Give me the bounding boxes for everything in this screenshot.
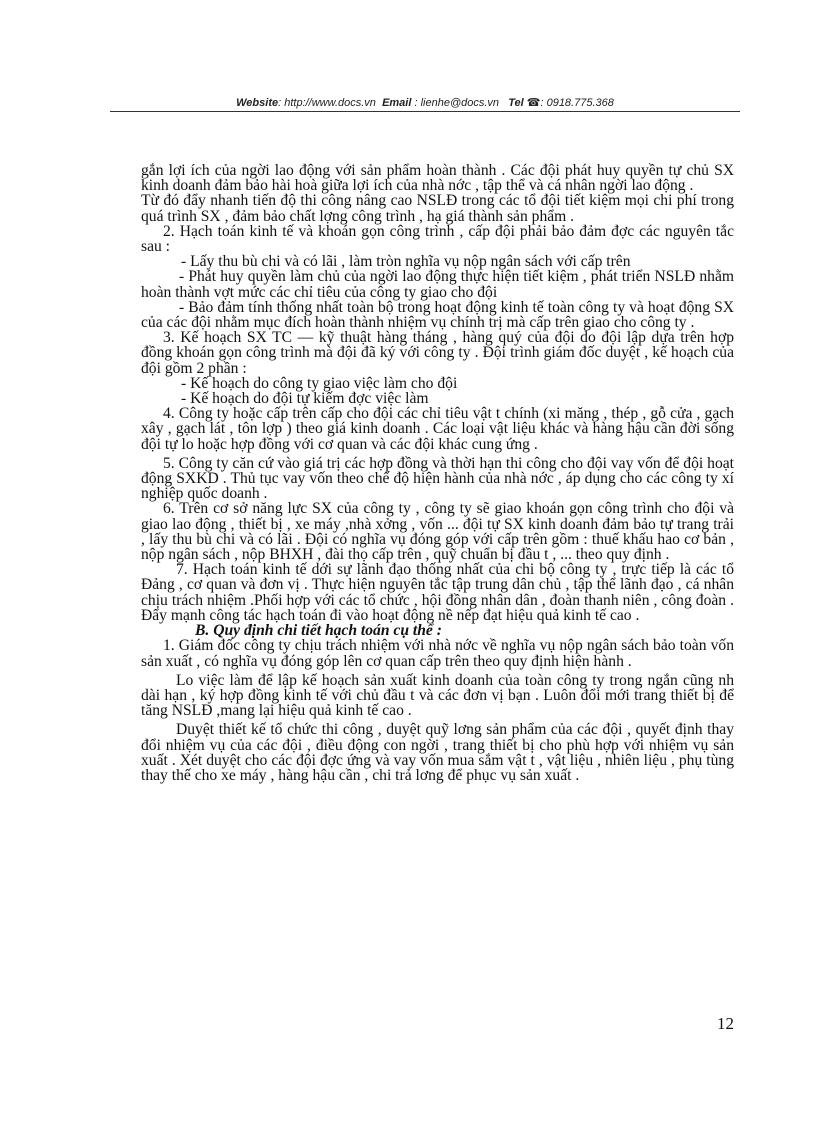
paragraph: 7. Hạch toán kinh tế dới sự lãnh đạo thống nhất của chi bộ công ty , trực tiếp là các tổ Đảng , cơ quan và đơn vị . Thực hiện nguyên tắc tập trung dân chủ , tập thể lãnh đạo , cá nhân chịu trách nhiệm .Phối hợp với các tổ chức , hội đồng nhân dân , đoàn thanh niên , công đoàn . Đẩy mạnh công tác hạch toán đi vào hoạt động nề nếp đạt hiệu quả kinh tế cao . [141,561,734,624]
email-label: Email [382,97,412,109]
document-body [141,163,734,783]
tel-value: : 0918.775.368 [540,97,614,109]
website-label: Website [236,97,279,109]
list-item: - Kế hoạch do đội tự kiếm đợc việc làm [181,390,429,408]
section-heading: B. Quy định chi tiết hạch toán cụ thể : [195,622,442,640]
page-header [110,96,740,109]
paragraph: 2. Hạch toán kinh tế và khoán gọn công trình , cấp đội phải bảo đảm đợc các nguyên tắc sau : [141,222,734,256]
list-item: - Bảo đảm tính thống nhất toàn bộ trong hoạt động kinh tế toàn công ty và hoạt động SX của các đội nhằm mục đích hoàn thành nhiệm vụ chính trị mà cấp trên giao cho công ty . [141,298,734,332]
telephone-icon: ☎ [526,97,541,109]
website-value[interactable]: : http://www.docs.vn [278,97,376,109]
page-number: 12 [717,1014,734,1033]
list-item: - Kế hoạch do công ty giao việc làm cho đội [181,374,458,392]
header-divider [110,111,740,112]
paragraph: gắn lợi ích của ngời lao động với sản phẩm hoàn thành . Các đội phát huy quyền tự chủ SX kinh doanh đảm bảo hài hoà giữa lợi ích của nhà nớc , tập thể và cá nhân ngời lao động . [141,162,734,195]
paragraph: Từ đó đẩy nhanh tiến độ thi công nâng cao NSLĐ trong các tổ đội tiết kiệm mọi chi phí trong quá trình SX , đảm bảo chất lợng công trình , hạ giá thành sản phẩm . [141,192,734,225]
list-item: - Lấy thu bù chi và có lãi , làm tròn nghĩa vụ nộp ngân sách với cấp trên [181,253,631,271]
list-item: - Phát huy quyền làm chủ của ngời lao động thực hiện tiết kiệm , phát triển NSLĐ nhằm hoàn thành vợt mức các chỉ tiêu của công ty giao cho đội [141,268,734,301]
paragraph: Duyệt thiết kế tổ chức thi công , duyệt quỹ lơng sản phẩm của các đội , quyết định thay đổi nhiệm vụ của các đội , điều động con ngời , trang thiết bị cho phù hợp với nhiệm vụ sản xuất . Xét duyệt cho các đội đợc ứng và vay vốn mua sắm vật t , vật liệu , nhiên liệu , phụ tùng thay thế cho xe máy , hàng hậu cần , chi trả lơng để phục vụ sản xuất . [141,721,734,784]
email-value[interactable]: : lienhe@docs.vn [414,97,500,109]
paragraph: 5. Công ty căn cứ vào giá trị các hợp đồng và thời hạn thi công cho đội vay vốn để đội hoạt động SXKD . Thủ tục vay vốn theo chế độ hiện hành của nhà nớc , áp dụng cho các công ty xí nghiệp quốc doanh . [141,454,734,503]
paragraph: 3. Kế hoạch SX TC — kỹ thuật hàng tháng , hàng quý của đội do đội lập dựa trên hợp đồng khoán gọn công trình mà đội đã ký với công ty . Đội trình giám đốc duyệt , kế hoạch của đội gồm 2 phần : [141,329,734,377]
paragraph: 1. Giám đốc công ty chịu trách nhiệm với nhà nớc về nghĩa vụ nộp ngân sách bảo toàn vốn sản xuất , có nghĩa vụ đóng góp lên cơ quan cấp trên theo quy định hiện hành . [141,637,734,670]
paragraph: Lo việc làm để lập kế hoạch sản xuất kinh doanh của toàn công ty trong ngắn cũng nh dài hạn , ký hợp đồng kinh tế với chủ đầu t và các đơn vị bạn . Luôn đổi mới trang thiết bị để tăng NSLĐ ,mang lại hiệu quả kinh tế cao . [141,671,734,720]
tel-label: Tel [508,97,524,109]
paragraph: 6. Trên cơ sở năng lực SX của công ty , công ty sẽ giao khoán gọn công trình cho đội và giao lao động , thiết bị , xe máy ,nhà xởng , vốn ... đội tự SX kinh doanh đảm bảo tự trang trải , lấy thu bù chi và có lãi . Đội có nghĩa vụ đóng góp với cấp trên gồm : thuế khấu hao cơ bản , nộp ngân sách , nộp BHXH , đài thọ cấp trên , quỹ chuẩn bị đầu t , ... theo quy định . [141,500,734,564]
paragraph: 4. Công ty hoặc cấp trên cấp cho đội các chỉ tiêu vật t chính (xi măng , thép , gỗ cửa , gạch xây , gạch lát , tôn lợp ) theo giá kinh doanh . Các loại vật liệu khác và hàng hậu cần đời sống đội tự lo hoặc hợp đồng với cơ quan và các đội khác cung ứng . [141,405,734,453]
